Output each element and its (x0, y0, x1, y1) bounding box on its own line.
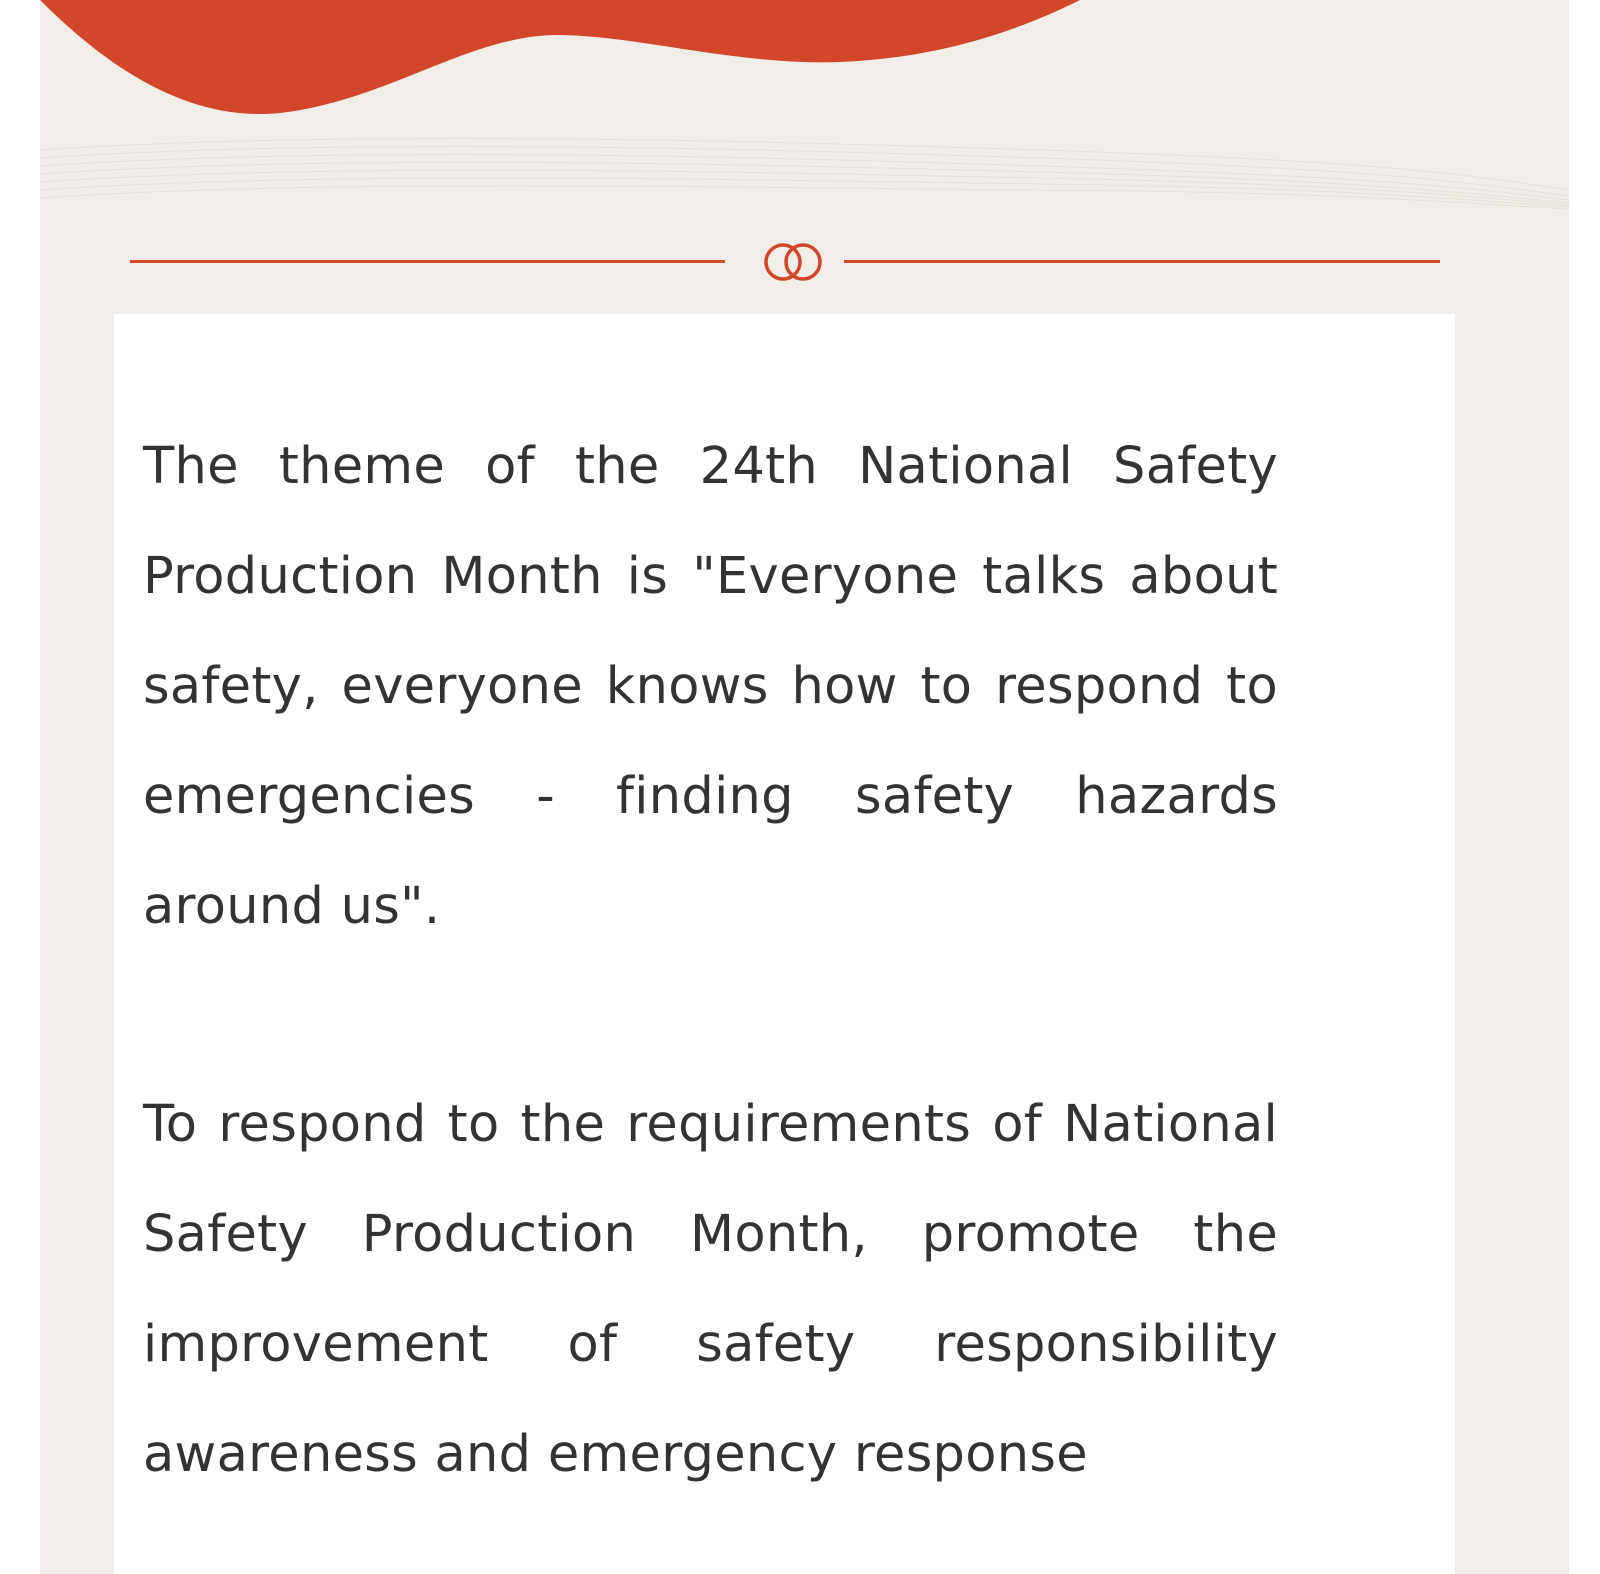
divider-line-left (130, 260, 725, 263)
section-divider (130, 240, 1440, 286)
divider-line-right (844, 260, 1440, 263)
header-wave-shape (40, 0, 1080, 114)
header-swoosh-lines (40, 138, 1569, 209)
article-paragraph: To respond to the requirements of National Safety Production Month, promote the improvement of safety responsibility awareness and emergency response (143, 1095, 1278, 1484)
article-paragraph: The theme of the 24th National Safety Production Month is "Everyone talks about safety, everyone knows how to respond to emergencies - finding safety hazards around us". (143, 437, 1278, 936)
page (40, 0, 1569, 1574)
header-wave-decoration (40, 0, 1569, 220)
article-body (143, 412, 1278, 1510)
rings-icon (760, 240, 826, 284)
